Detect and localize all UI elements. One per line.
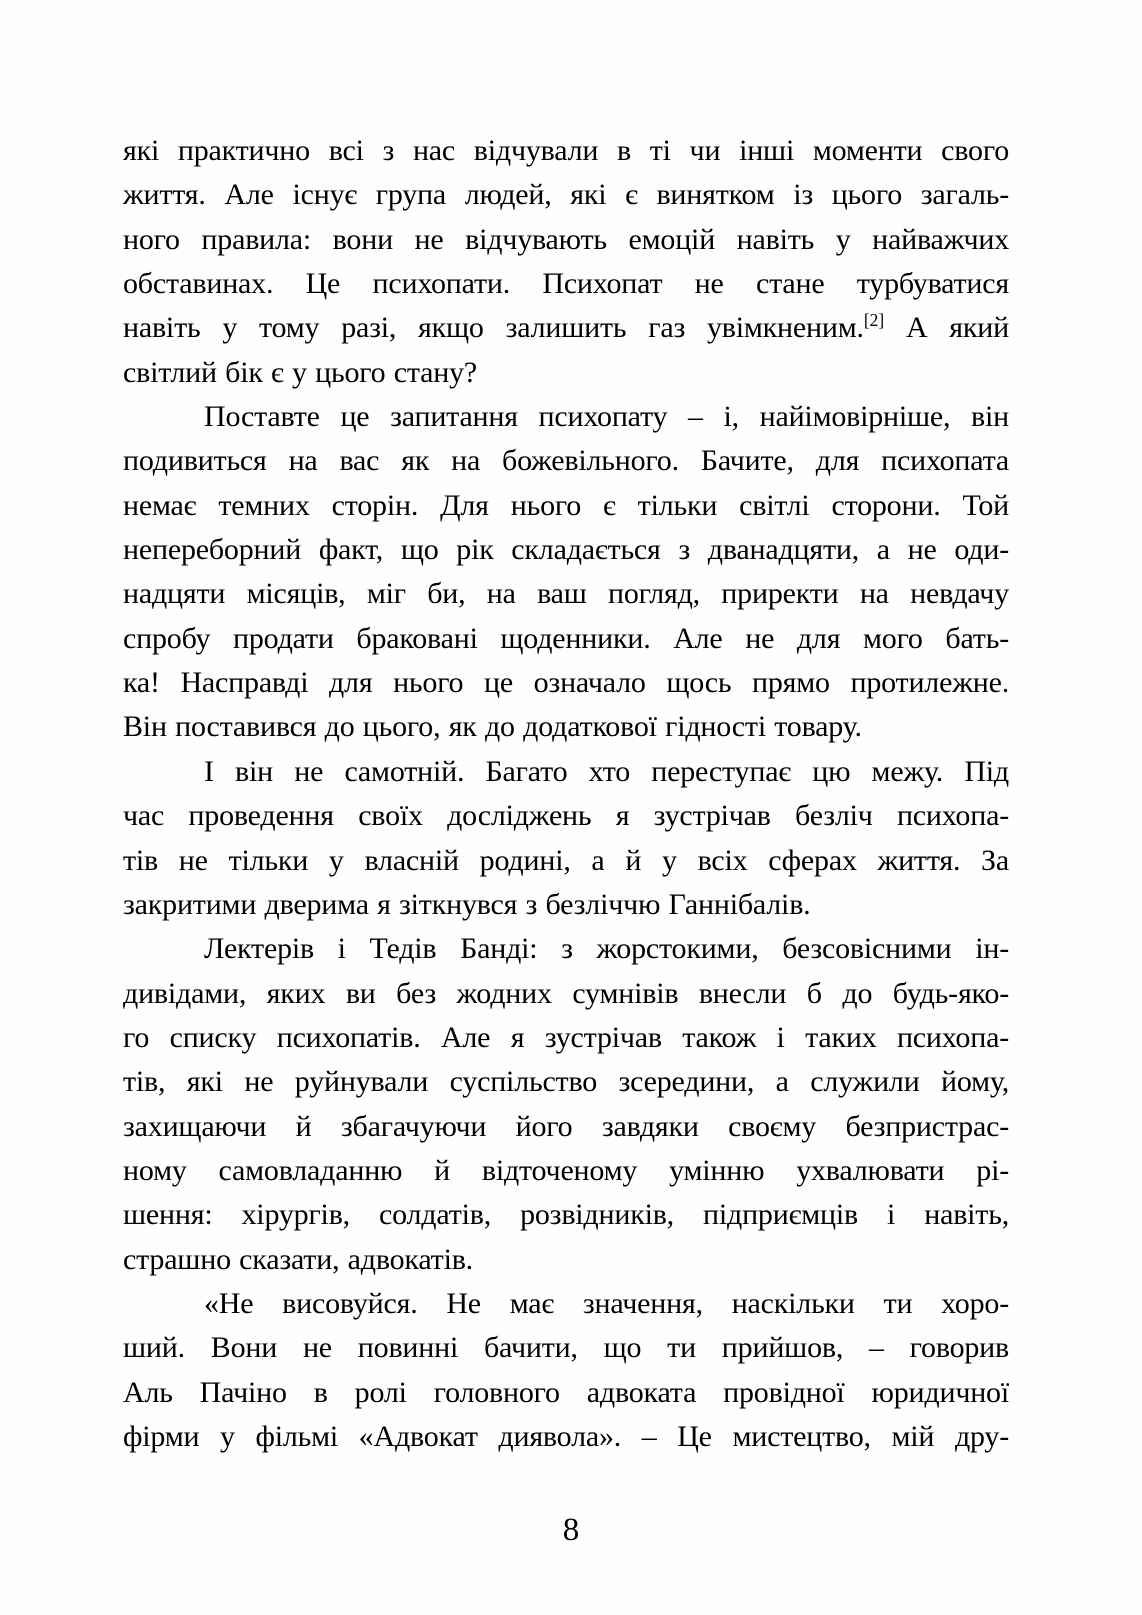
text-line: шення: хірургів, солдатів, розвідників, підприємців і навіть,: [123, 1198, 1009, 1232]
text-line: непереборний факт, що рік складається з дванадцяти, а не оди-: [123, 533, 1009, 567]
text-line: «Не висовуйся. Не має значення, наскільки ти хоро-: [204, 1286, 1009, 1320]
text-line: навіть у тому разі, якщо залишить газ увімкненим.[2] А який: [123, 310, 1009, 345]
text-line: ного правила: вони не відчувають емоцій навіть у найважчих: [123, 222, 1009, 256]
text-line: Поставте це запитання психопату – і, найімовірніше, він: [204, 400, 1009, 434]
text-line: життя. Але існує група людей, які є винятком із цього загаль-: [123, 178, 1009, 212]
text-line: спробу продати браковані щоденники. Але не для мого бать-: [123, 621, 1009, 655]
text-line: тів, які не руйнували суспільство зсередини, а служили йому,: [123, 1065, 1009, 1099]
text-line: світлий бік є у цього стану?: [123, 355, 477, 389]
text-line: які практично всі з нас відчували в ті чи інші моменти свого: [123, 134, 1009, 167]
text-line: ший. Вони не повинні бачити, що ти прийшов, – говорив: [123, 1331, 1009, 1365]
text-line: обставинах. Це психопати. Психопат не стане турбуватися: [123, 267, 1009, 301]
text-line: фірми у фільмі «Адвокат диявола». – Це мистецтво, мій дру-: [123, 1419, 1009, 1453]
footnote-ref: [2]: [863, 310, 885, 331]
text-line: Аль Пачіно в ролі головного адвоката провідної юридичної: [123, 1375, 1009, 1409]
text-line: надцяти місяців, міг би, на ваш погляд, приректи на невдачу: [123, 577, 1009, 611]
text-line: захищаючи й збагачуючи його завдяки своєму безпристрас-: [123, 1109, 1009, 1143]
text-line: І він не самотній. Багато хто переступає цю межу. Під: [204, 754, 1009, 788]
text-line: Лектерів і Тедів Банді: з жорстокими, безсовісними ін-: [204, 932, 1009, 966]
text-line: Він поставився до цього, як до додаткової гідності товару.: [123, 710, 862, 744]
text-line: го списку психопатів. Але я зустрічав також і таких психопа-: [123, 1020, 1009, 1054]
text-line: час проведення своїх досліджень я зустрічав безліч психопа-: [123, 799, 1009, 833]
text-line: немає темних сторін. Для нього є тільки світлі сторони. Той: [123, 488, 1009, 522]
page-number: 8: [562, 1512, 580, 1548]
text-line: тів не тільки у власній родині, а й у всіх сферах життя. За: [123, 843, 1009, 877]
page-text: [123, 129, 1009, 1459]
text-line: подивиться на вас як на божевільного. Бачите, для психопата: [123, 444, 1009, 478]
text-line: ка! Насправді для нього це означало щось прямо протилежне.: [123, 666, 1009, 700]
text-line: страшно сказати, адвокатів.: [123, 1242, 473, 1276]
text-line: дивідами, яких ви без жодних сумнівів внесли б до будь-яко-: [123, 976, 1009, 1010]
text-line: закритими дверима я зіткнувся з безліччю Ганнібалів.: [123, 887, 811, 921]
text-line: ному самовладанню й відточеному умінню ухвалювати рі-: [123, 1153, 1009, 1187]
